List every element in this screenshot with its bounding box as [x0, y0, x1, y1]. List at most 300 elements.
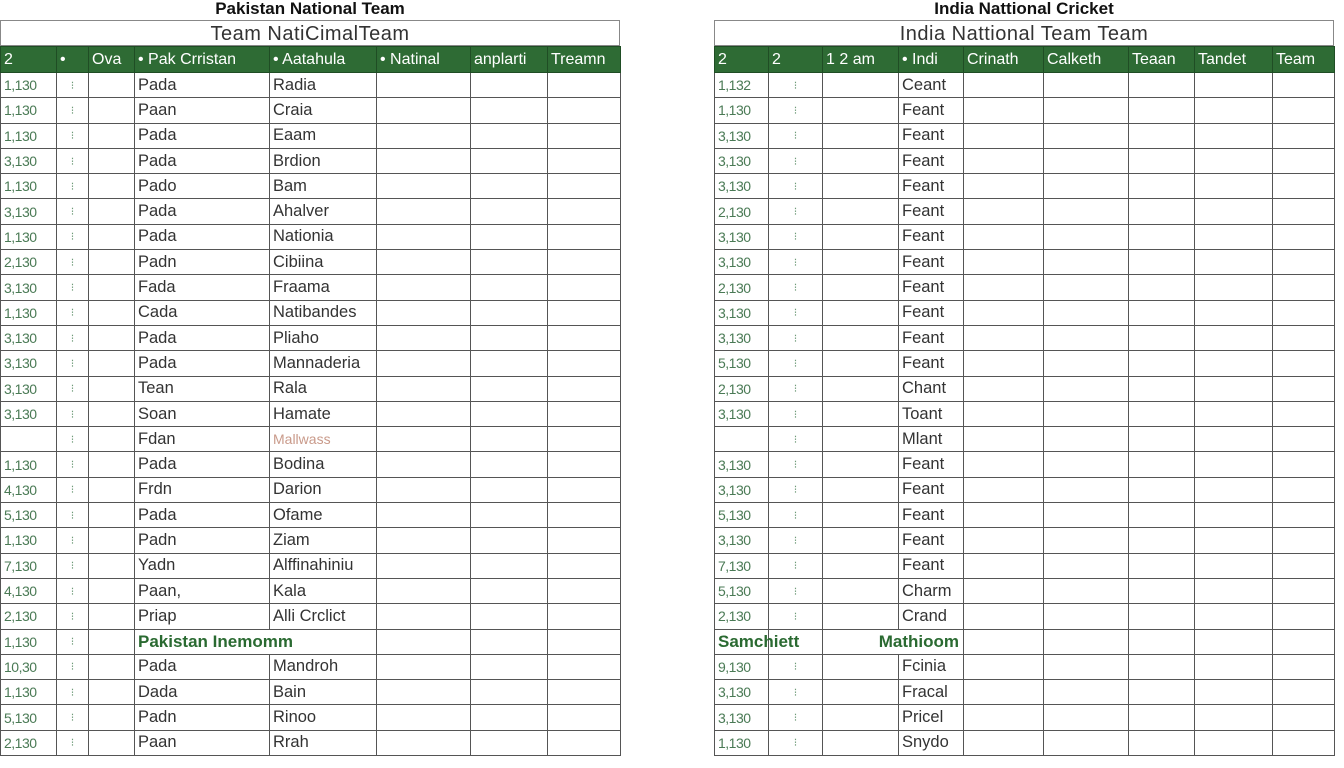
blank-cell[interactable] [823, 705, 899, 730]
name-cell[interactable]: Pada [135, 325, 270, 350]
row-number-cell[interactable]: 3,130 [715, 680, 769, 705]
row-marker-cell[interactable]: ⁝ [57, 250, 89, 275]
row-marker-cell[interactable]: ⁝ [769, 73, 823, 98]
name-cell[interactable]: Soan [135, 401, 270, 426]
name-cell[interactable]: Padn [135, 705, 270, 730]
table-row[interactable] [715, 427, 1335, 452]
blank-cell[interactable] [471, 705, 548, 730]
surname-cell[interactable]: Kala [270, 578, 377, 603]
blank-cell[interactable] [823, 351, 899, 376]
row-number-cell[interactable]: 5,130 [1, 705, 57, 730]
blank-cell[interactable] [1195, 300, 1273, 325]
row-marker-cell[interactable]: ⁝ [57, 351, 89, 376]
row-marker-cell[interactable]: ⁝ [57, 199, 89, 224]
row-number-cell[interactable]: 2,130 [715, 604, 769, 629]
blank-cell[interactable] [1273, 325, 1335, 350]
row-marker-cell[interactable]: ⁝ [769, 148, 823, 173]
row-number-cell[interactable]: 3,130 [1, 376, 57, 401]
row-marker-cell[interactable]: ⁝ [769, 224, 823, 249]
row-marker-cell[interactable]: ⁝ [57, 680, 89, 705]
blank-cell[interactable] [377, 705, 471, 730]
blank-cell[interactable] [823, 401, 899, 426]
blank-cell[interactable] [1273, 224, 1335, 249]
blank-cell[interactable] [471, 148, 548, 173]
name-cell[interactable]: Feant [899, 300, 964, 325]
row-marker-cell[interactable]: ⁝ [769, 199, 823, 224]
blank-cell[interactable] [1044, 73, 1129, 98]
row-marker-cell[interactable]: ⁝ [769, 250, 823, 275]
blank-cell[interactable] [823, 199, 899, 224]
name-cell[interactable]: Pricel [899, 705, 964, 730]
blank-cell[interactable] [548, 148, 621, 173]
blank-cell[interactable] [1129, 705, 1195, 730]
blank-cell[interactable] [377, 604, 471, 629]
surname-cell[interactable]: Nationia [270, 224, 377, 249]
blank-cell[interactable] [377, 148, 471, 173]
blank-cell[interactable] [1273, 351, 1335, 376]
blank-cell[interactable] [823, 477, 899, 502]
blank-cell[interactable] [1129, 427, 1195, 452]
row-marker-cell[interactable]: ⁝ [769, 654, 823, 679]
row-marker-cell[interactable]: ⁝ [769, 401, 823, 426]
row-number-cell[interactable]: 3,130 [715, 325, 769, 350]
table-row[interactable] [1, 553, 621, 578]
blank-cell[interactable] [377, 376, 471, 401]
blank-cell[interactable] [1129, 199, 1195, 224]
blank-cell[interactable] [1044, 224, 1129, 249]
blank-cell[interactable] [1195, 401, 1273, 426]
table-row[interactable] [715, 73, 1335, 98]
blank-cell[interactable] [89, 427, 135, 452]
row-marker-cell[interactable]: ⁝ [769, 98, 823, 123]
blank-cell[interactable] [964, 300, 1044, 325]
blank-cell[interactable] [1129, 376, 1195, 401]
blank-cell[interactable] [1044, 604, 1129, 629]
blank-cell[interactable] [1195, 98, 1273, 123]
blank-cell[interactable] [89, 477, 135, 502]
blank-cell[interactable] [1044, 325, 1129, 350]
name-cell[interactable]: Feant [899, 528, 964, 553]
blank-cell[interactable] [1195, 73, 1273, 98]
blank-cell[interactable] [823, 325, 899, 350]
blank-cell[interactable] [823, 300, 899, 325]
row-number-cell[interactable]: 2,130 [715, 376, 769, 401]
table-row[interactable] [1, 148, 621, 173]
blank-cell[interactable] [823, 452, 899, 477]
name-cell[interactable]: Feant [899, 477, 964, 502]
section-row[interactable] [1, 629, 621, 654]
row-number-cell[interactable]: 1,130 [1, 680, 57, 705]
blank-cell[interactable] [1273, 174, 1335, 199]
table-row[interactable] [1, 528, 621, 553]
row-number-cell[interactable]: 3,130 [1, 199, 57, 224]
surname-cell[interactable]: Alli Crclict [270, 604, 377, 629]
blank-cell[interactable] [823, 224, 899, 249]
blank-cell[interactable] [823, 250, 899, 275]
blank-cell[interactable] [1044, 578, 1129, 603]
row-number-cell[interactable]: 3,130 [1, 325, 57, 350]
row-number-cell[interactable]: 1,130 [1, 528, 57, 553]
row-number-cell[interactable]: 3,130 [1, 401, 57, 426]
table-row[interactable] [715, 250, 1335, 275]
blank-cell[interactable] [548, 73, 621, 98]
row-number-cell[interactable]: 4,130 [1, 477, 57, 502]
column-header[interactable]: Tandet [1195, 47, 1273, 73]
blank-cell[interactable] [377, 275, 471, 300]
blank-cell[interactable] [548, 452, 621, 477]
table-row[interactable] [715, 275, 1335, 300]
row-number-cell[interactable]: 1,130 [1, 174, 57, 199]
blank-cell[interactable] [1195, 578, 1273, 603]
row-number-cell[interactable]: 2,130 [1, 730, 57, 755]
table-row[interactable] [1, 98, 621, 123]
row-marker-cell[interactable]: ⁝ [57, 401, 89, 426]
blank-cell[interactable] [377, 325, 471, 350]
blank-cell[interactable] [89, 654, 135, 679]
blank-cell[interactable] [471, 528, 548, 553]
blank-cell[interactable] [548, 325, 621, 350]
blank-cell[interactable] [377, 98, 471, 123]
blank-cell[interactable] [471, 604, 548, 629]
row-number-cell[interactable]: 7,130 [715, 553, 769, 578]
blank-cell[interactable] [1195, 654, 1273, 679]
table-row[interactable] [1, 427, 621, 452]
column-header[interactable]: Ova [89, 47, 135, 73]
blank-cell[interactable] [548, 351, 621, 376]
row-marker-cell[interactable]: ⁝ [57, 604, 89, 629]
row-marker-cell[interactable]: ⁝ [57, 73, 89, 98]
column-header[interactable]: Teaan [1129, 47, 1195, 73]
blank-cell[interactable] [964, 680, 1044, 705]
table-row[interactable] [715, 376, 1335, 401]
table-row[interactable] [1, 73, 621, 98]
row-number-cell[interactable]: 1,130 [715, 730, 769, 755]
blank-cell[interactable] [1273, 250, 1335, 275]
row-marker-cell[interactable]: ⁝ [57, 224, 89, 249]
name-cell[interactable]: Feant [899, 351, 964, 376]
blank-cell[interactable] [377, 629, 471, 654]
blank-cell[interactable] [377, 578, 471, 603]
blank-cell[interactable] [471, 250, 548, 275]
blank-cell[interactable] [471, 730, 548, 755]
table-row[interactable] [1, 199, 621, 224]
surname-cell[interactable]: Brdion [270, 148, 377, 173]
surname-cell[interactable]: Ahalver [270, 199, 377, 224]
row-number-cell[interactable]: 2,130 [1, 604, 57, 629]
blank-cell[interactable] [1195, 503, 1273, 528]
surname-cell[interactable]: Cibiina [270, 250, 377, 275]
blank-cell[interactable] [471, 401, 548, 426]
surname-cell[interactable]: Mandroh [270, 654, 377, 679]
blank-cell[interactable] [548, 578, 621, 603]
name-cell[interactable]: Feant [899, 174, 964, 199]
name-cell[interactable]: Pada [135, 148, 270, 173]
blank-cell[interactable] [89, 98, 135, 123]
blank-cell[interactable] [1044, 98, 1129, 123]
blank-cell[interactable] [1129, 73, 1195, 98]
name-cell[interactable]: Feant [899, 275, 964, 300]
blank-cell[interactable] [1273, 654, 1335, 679]
table-row[interactable] [715, 654, 1335, 679]
blank-cell[interactable] [89, 730, 135, 755]
name-cell[interactable]: Pada [135, 503, 270, 528]
blank-cell[interactable] [548, 730, 621, 755]
blank-cell[interactable] [1273, 503, 1335, 528]
blank-cell[interactable] [377, 174, 471, 199]
table-row[interactable] [715, 199, 1335, 224]
table-row[interactable] [715, 705, 1335, 730]
blank-cell[interactable] [1129, 578, 1195, 603]
blank-cell[interactable] [823, 123, 899, 148]
blank-cell[interactable] [1044, 376, 1129, 401]
blank-cell[interactable] [1044, 705, 1129, 730]
table-row[interactable] [715, 123, 1335, 148]
row-number-cell[interactable]: 4,130 [1, 578, 57, 603]
section-row[interactable] [715, 629, 1335, 654]
name-cell[interactable]: Toant [899, 401, 964, 426]
table-row[interactable] [715, 528, 1335, 553]
blank-cell[interactable] [377, 401, 471, 426]
blank-cell[interactable] [89, 680, 135, 705]
row-number-cell[interactable]: 1,130 [1, 73, 57, 98]
blank-cell[interactable] [89, 300, 135, 325]
blank-cell[interactable] [1273, 275, 1335, 300]
table-row[interactable] [715, 401, 1335, 426]
blank-cell[interactable] [823, 73, 899, 98]
table-row[interactable] [1, 578, 621, 603]
blank-cell[interactable] [471, 351, 548, 376]
blank-cell[interactable] [1044, 148, 1129, 173]
row-number-cell[interactable]: 3,130 [1, 351, 57, 376]
blank-cell[interactable] [823, 680, 899, 705]
blank-cell[interactable] [823, 730, 899, 755]
blank-cell[interactable] [1044, 503, 1129, 528]
surname-cell[interactable]: Hamate [270, 401, 377, 426]
row-marker-cell[interactable]: ⁝ [57, 174, 89, 199]
name-cell[interactable]: Paan [135, 98, 270, 123]
blank-cell[interactable] [1044, 174, 1129, 199]
name-cell[interactable]: Pada [135, 73, 270, 98]
blank-cell[interactable] [1129, 250, 1195, 275]
blank-cell[interactable] [89, 174, 135, 199]
blank-cell[interactable] [964, 730, 1044, 755]
row-marker-cell[interactable]: ⁝ [57, 148, 89, 173]
blank-cell[interactable] [548, 553, 621, 578]
blank-cell[interactable] [548, 680, 621, 705]
blank-cell[interactable] [964, 376, 1044, 401]
section-label-cell[interactable]: Pakistan Inemomm [135, 629, 377, 654]
row-number-cell[interactable]: 2,130 [715, 199, 769, 224]
blank-cell[interactable] [1129, 98, 1195, 123]
blank-cell[interactable] [377, 452, 471, 477]
name-cell[interactable]: Feant [899, 553, 964, 578]
blank-cell[interactable] [1273, 300, 1335, 325]
row-marker-cell[interactable]: ⁝ [769, 351, 823, 376]
blank-cell[interactable] [548, 705, 621, 730]
name-cell[interactable]: Feant [899, 199, 964, 224]
blank-cell[interactable] [1044, 629, 1129, 654]
column-header[interactable]: 1 2 am [823, 47, 899, 73]
blank-cell[interactable] [1273, 705, 1335, 730]
blank-cell[interactable] [1129, 325, 1195, 350]
blank-cell[interactable] [89, 503, 135, 528]
column-header[interactable]: • Indi [899, 47, 964, 73]
row-marker-cell[interactable]: ⁝ [769, 300, 823, 325]
blank-cell[interactable] [548, 224, 621, 249]
blank-cell[interactable] [471, 578, 548, 603]
blank-cell[interactable] [89, 250, 135, 275]
blank-cell[interactable] [1195, 275, 1273, 300]
blank-cell[interactable] [1044, 680, 1129, 705]
row-marker-cell[interactable]: ⁝ [57, 376, 89, 401]
blank-cell[interactable] [964, 275, 1044, 300]
blank-cell[interactable] [548, 300, 621, 325]
blank-cell[interactable] [964, 325, 1044, 350]
surname-cell[interactable]: Ziam [270, 528, 377, 553]
table-row[interactable] [1, 300, 621, 325]
surname-cell[interactable]: Rinoo [270, 705, 377, 730]
row-marker-cell[interactable]: ⁝ [57, 98, 89, 123]
surname-cell[interactable]: Craia [270, 98, 377, 123]
row-marker-cell[interactable]: ⁝ [769, 705, 823, 730]
blank-cell[interactable] [89, 325, 135, 350]
surname-cell[interactable]: Bam [270, 174, 377, 199]
row-number-cell[interactable]: 3,130 [715, 452, 769, 477]
name-cell[interactable]: Paan, [135, 578, 270, 603]
name-cell[interactable]: Feant [899, 250, 964, 275]
row-number-cell[interactable]: 3,130 [715, 224, 769, 249]
row-marker-cell[interactable]: ⁝ [57, 123, 89, 148]
blank-cell[interactable] [377, 250, 471, 275]
blank-cell[interactable] [1195, 629, 1273, 654]
blank-cell[interactable] [1129, 275, 1195, 300]
blank-cell[interactable] [377, 199, 471, 224]
blank-cell[interactable] [1273, 98, 1335, 123]
blank-cell[interactable] [377, 123, 471, 148]
blank-cell[interactable] [548, 376, 621, 401]
row-number-cell[interactable]: 3,130 [1, 275, 57, 300]
name-cell[interactable]: Frdn [135, 477, 270, 502]
column-header[interactable]: 2 [769, 47, 823, 73]
row-number-cell[interactable] [715, 427, 769, 452]
blank-cell[interactable] [471, 275, 548, 300]
row-marker-cell[interactable]: ⁝ [769, 503, 823, 528]
surname-cell[interactable]: Bain [270, 680, 377, 705]
blank-cell[interactable] [89, 73, 135, 98]
blank-cell[interactable] [471, 629, 548, 654]
blank-cell[interactable] [1195, 705, 1273, 730]
blank-cell[interactable] [1044, 477, 1129, 502]
column-header[interactable]: Crinath [964, 47, 1044, 73]
name-cell[interactable]: Fracal [899, 680, 964, 705]
row-marker-cell[interactable]: ⁝ [57, 452, 89, 477]
blank-cell[interactable] [1195, 224, 1273, 249]
blank-cell[interactable] [823, 654, 899, 679]
name-cell[interactable]: Feant [899, 98, 964, 123]
row-marker-cell[interactable]: ⁝ [769, 376, 823, 401]
blank-cell[interactable] [1195, 477, 1273, 502]
column-header[interactable]: • [57, 47, 89, 73]
blank-cell[interactable] [89, 528, 135, 553]
blank-cell[interactable] [548, 275, 621, 300]
blank-cell[interactable] [471, 477, 548, 502]
name-cell[interactable]: Pada [135, 199, 270, 224]
row-number-cell[interactable]: 2,130 [715, 275, 769, 300]
blank-cell[interactable] [1044, 553, 1129, 578]
row-number-cell[interactable]: 5,130 [715, 503, 769, 528]
blank-cell[interactable] [964, 401, 1044, 426]
row-number-cell[interactable]: 1,130 [1, 123, 57, 148]
blank-cell[interactable] [548, 123, 621, 148]
blank-cell[interactable] [548, 401, 621, 426]
blank-cell[interactable] [548, 250, 621, 275]
blank-cell[interactable] [1129, 503, 1195, 528]
surname-cell[interactable]: Rala [270, 376, 377, 401]
blank-cell[interactable] [1044, 528, 1129, 553]
blank-cell[interactable] [964, 604, 1044, 629]
blank-cell[interactable] [964, 123, 1044, 148]
blank-cell[interactable] [1195, 427, 1273, 452]
blank-cell[interactable] [1044, 427, 1129, 452]
blank-cell[interactable] [1129, 148, 1195, 173]
blank-cell[interactable] [964, 73, 1044, 98]
table-row[interactable] [1, 275, 621, 300]
row-number-cell[interactable]: 5,130 [715, 578, 769, 603]
blank-cell[interactable] [1129, 654, 1195, 679]
blank-cell[interactable] [548, 654, 621, 679]
blank-cell[interactable] [471, 98, 548, 123]
blank-cell[interactable] [471, 680, 548, 705]
name-cell[interactable]: Priap [135, 604, 270, 629]
blank-cell[interactable] [377, 680, 471, 705]
blank-cell[interactable] [964, 427, 1044, 452]
row-marker-cell[interactable]: ⁝ [769, 477, 823, 502]
blank-cell[interactable] [471, 199, 548, 224]
blank-cell[interactable] [377, 730, 471, 755]
blank-cell[interactable] [1129, 629, 1195, 654]
name-cell[interactable]: Yadn [135, 553, 270, 578]
blank-cell[interactable] [1273, 604, 1335, 629]
table-row[interactable] [1, 604, 621, 629]
blank-cell[interactable] [377, 427, 471, 452]
name-cell[interactable]: Ceant [899, 73, 964, 98]
blank-cell[interactable] [964, 174, 1044, 199]
blank-cell[interactable] [1129, 604, 1195, 629]
row-marker-cell[interactable]: ⁝ [769, 553, 823, 578]
row-marker-cell[interactable]: ⁝ [57, 730, 89, 755]
row-number-cell[interactable]: 5,130 [715, 351, 769, 376]
column-header[interactable]: • Pak Crristan [135, 47, 270, 73]
name-cell[interactable]: Padn [135, 250, 270, 275]
blank-cell[interactable] [377, 503, 471, 528]
column-header[interactable]: Team [1273, 47, 1335, 73]
blank-cell[interactable] [964, 528, 1044, 553]
row-number-cell[interactable]: 1,130 [1, 629, 57, 654]
name-cell[interactable]: Dada [135, 680, 270, 705]
row-marker-cell[interactable]: ⁝ [769, 275, 823, 300]
row-number-cell[interactable]: 3,130 [715, 123, 769, 148]
name-cell[interactable]: Fcinia [899, 654, 964, 679]
name-cell[interactable]: Tean [135, 376, 270, 401]
name-cell[interactable]: Charm [899, 578, 964, 603]
blank-cell[interactable] [89, 604, 135, 629]
name-cell[interactable]: Padn [135, 528, 270, 553]
blank-cell[interactable] [823, 553, 899, 578]
column-header[interactable]: • Aatahula [270, 47, 377, 73]
name-cell[interactable]: Fada [135, 275, 270, 300]
blank-cell[interactable] [1195, 528, 1273, 553]
blank-cell[interactable] [1273, 73, 1335, 98]
